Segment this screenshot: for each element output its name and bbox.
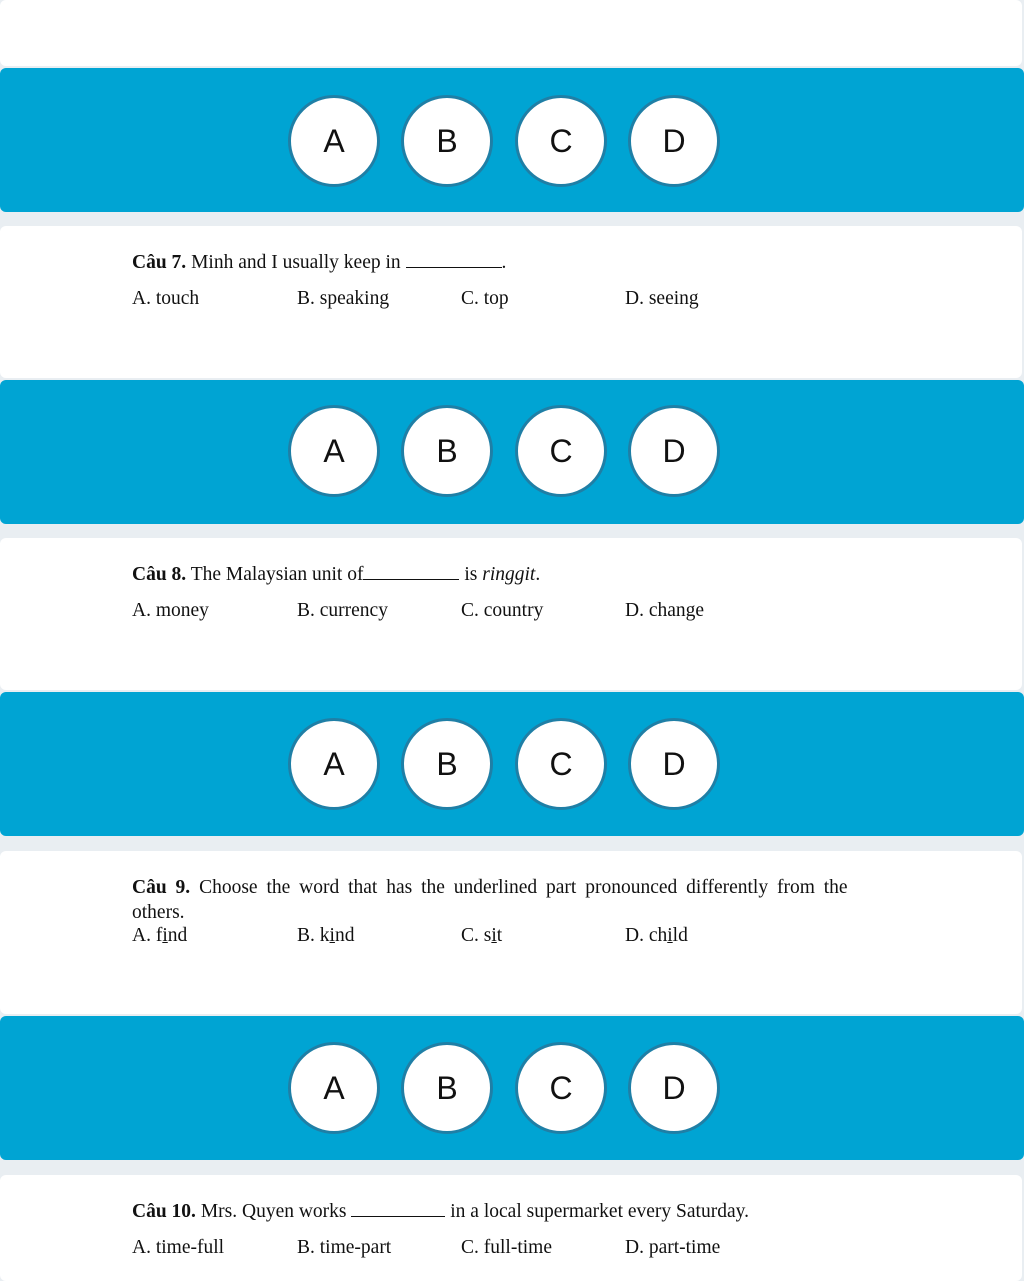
choice-a-button[interactable]: A [288, 718, 380, 810]
choice-c-button[interactable]: C [515, 405, 607, 497]
answer-blank [351, 1202, 445, 1217]
option-a: A. money [132, 600, 209, 621]
question-card-10 [0, 1175, 1022, 1281]
option-b [297, 925, 354, 947]
question-label: Câu 10. [132, 1201, 196, 1222]
choice-a-button[interactable]: A [288, 405, 380, 497]
choice-b-button[interactable]: B [401, 95, 493, 187]
question-line-2: others. [132, 902, 185, 923]
answer-band-4 [0, 1016, 1024, 1160]
question-text [132, 877, 848, 899]
answer-blank [363, 565, 459, 580]
option-c [461, 925, 502, 947]
option-d [625, 925, 688, 947]
answer-band-3 [0, 692, 1024, 836]
option-d: D. part-time [625, 1237, 721, 1258]
option-c: C. country [461, 600, 544, 621]
option-suffix: nd [334, 925, 355, 946]
option-a [132, 925, 187, 947]
option-c: C. top [461, 288, 509, 309]
question-text [132, 564, 540, 586]
question-text-after: . [501, 252, 507, 273]
choice-a-button[interactable]: A [288, 1042, 380, 1134]
option-prefix: B. k [297, 925, 330, 946]
choice-d-button[interactable]: D [628, 95, 720, 187]
choice-a-button[interactable]: A [288, 95, 380, 187]
option-a: A. time-full [132, 1237, 225, 1258]
question-text-end: . [535, 564, 541, 585]
option-a: A. touch [132, 288, 200, 309]
option-underlined: i [491, 925, 497, 946]
option-prefix: C. s [461, 925, 492, 946]
question-text-after: in a local supermarket every Saturday. [450, 1201, 749, 1222]
question-text [132, 1201, 749, 1223]
option-suffix: nd [167, 925, 188, 946]
answer-band-2 [0, 380, 1024, 524]
question-italic-word: ringgit [482, 564, 536, 585]
question-text-before: The Malaysian unit of [190, 564, 364, 585]
answer-blank [406, 253, 502, 268]
choice-c-button[interactable]: C [515, 1042, 607, 1134]
choice-d-button[interactable]: D [628, 718, 720, 810]
question-text-before: Minh and I usually keep in [191, 252, 401, 273]
option-c: C. full-time [461, 1237, 552, 1258]
choice-b-button[interactable]: B [401, 405, 493, 497]
option-underlined: i [329, 925, 335, 946]
option-prefix: D. ch [625, 925, 668, 946]
option-underlined: i [162, 925, 168, 946]
option-suffix: t [496, 925, 503, 946]
option-b: B. currency [297, 600, 388, 621]
question-text-before: Mrs. Quyen works [200, 1201, 347, 1222]
question-card-8 [0, 538, 1022, 690]
option-d: D. seeing [625, 288, 699, 309]
option-prefix: A. f [132, 925, 163, 946]
answer-band-1 [0, 68, 1024, 212]
choice-b-button[interactable]: B [401, 718, 493, 810]
question-card-9 [0, 851, 1022, 1014]
question-label: Câu 8. [132, 564, 187, 585]
choice-c-button[interactable]: C [515, 95, 607, 187]
option-b: B. speaking [297, 288, 390, 309]
question-label: Câu 7. [132, 252, 187, 273]
question-label: Câu 9. [132, 877, 191, 898]
top-card [0, 0, 1022, 66]
option-d: D. change [625, 600, 705, 621]
choice-c-button[interactable]: C [515, 718, 607, 810]
option-b: B. time-part [297, 1237, 392, 1258]
question-card-7 [0, 226, 1022, 378]
question-text [132, 252, 506, 274]
choice-d-button[interactable]: D [628, 1042, 720, 1134]
question-line-1: Choose the word that has the underlined part pronounced differently from the [199, 877, 848, 898]
question-text-after: is [464, 564, 478, 585]
option-underlined: i [667, 925, 673, 946]
choice-d-button[interactable]: D [628, 405, 720, 497]
option-suffix: ld [672, 925, 688, 946]
choice-b-button[interactable]: B [401, 1042, 493, 1134]
